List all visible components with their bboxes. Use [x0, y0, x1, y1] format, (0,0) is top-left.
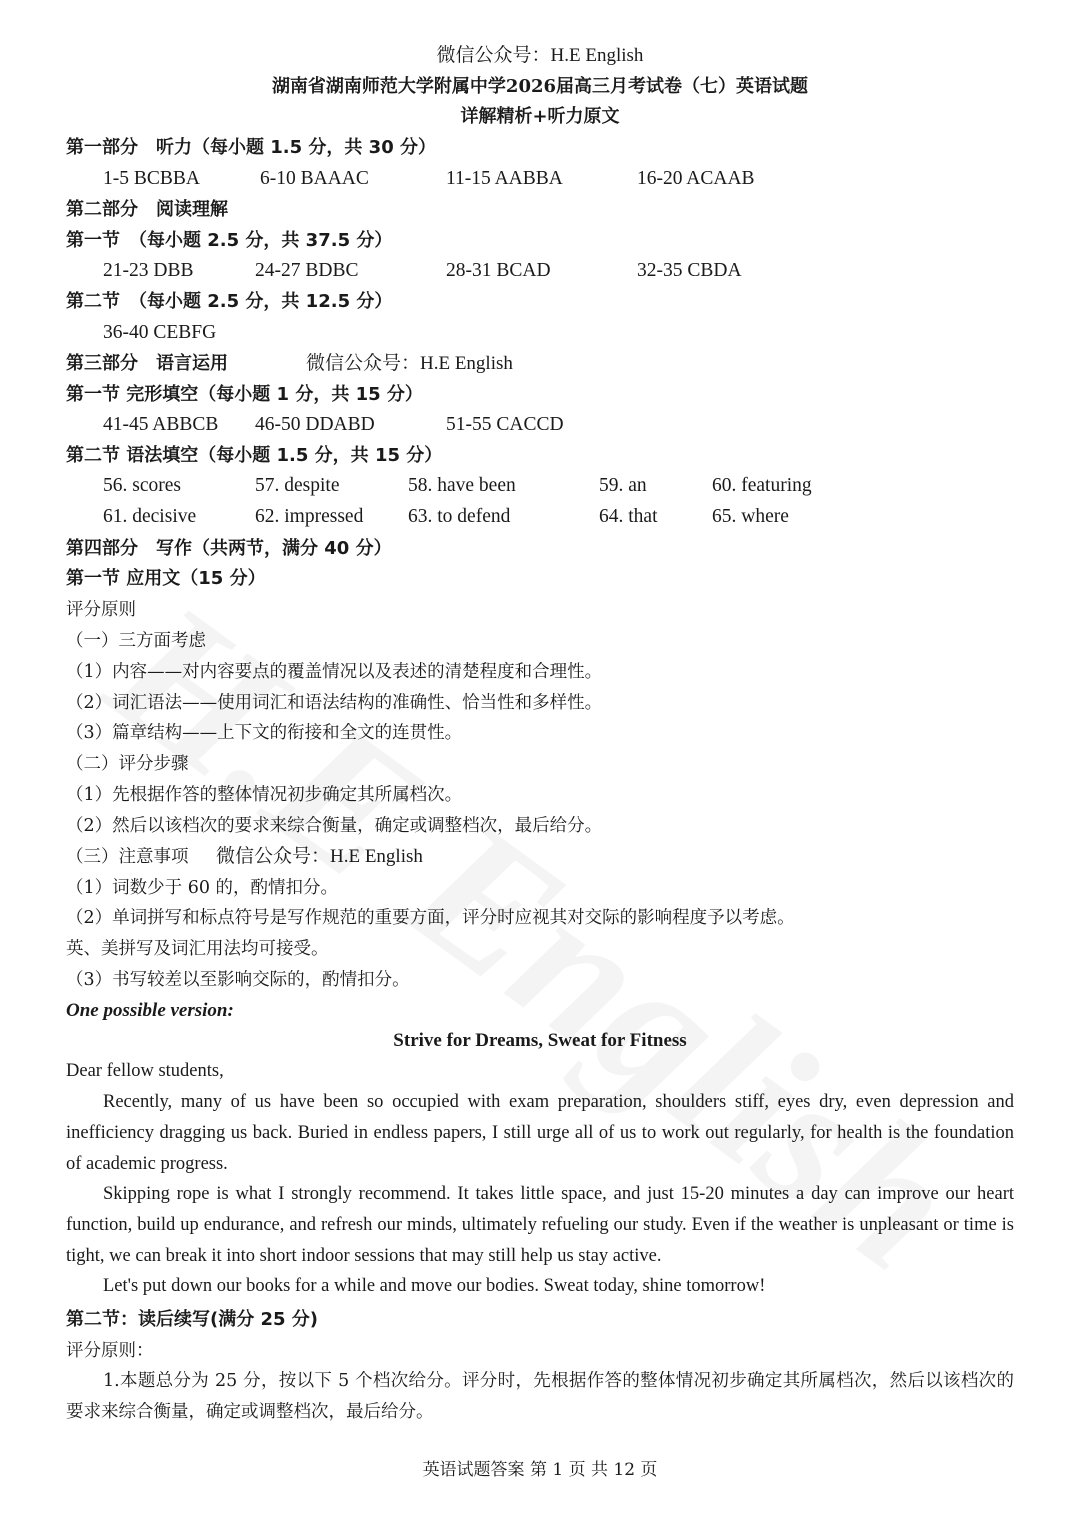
- answer-group: 46-50 DDABD: [255, 414, 375, 435]
- essay-paragraph: Skipping rope is what I strongly recommend. It takes little space, and just 15-20 minutes a day can improve our heart function, build up endurance, and refresh our minds, ultimately refueling our study. Even if the weather is unpleasant or time is tight, we can break it into short indoor sessions that may still help us stay active.: [66, 1184, 1014, 1266]
- essay-paragraph: Recently, many of us have been so occupied with exam preparation, shoulders stiff, eyes dry, even depression and inefficiency dragging us back. Buried in endless papers, I still urge all of us to work out regularly, for health is the foundation of academic progress.: [66, 1092, 1014, 1174]
- part3-heading: 第三部分 语言运用: [66, 353, 228, 374]
- wechat-inline: 微信公众号：H.E English: [216, 846, 423, 867]
- notes-title: （三）注意事项: [66, 847, 189, 867]
- grammar-answer: 58. have been: [408, 475, 516, 496]
- part4-heading: 第四部分 写作（共两节，满分 40 分）: [66, 538, 392, 559]
- part4-section1-heading: 第一节 应用文（15 分）: [66, 568, 266, 589]
- grammar-answer: 65. where: [712, 506, 789, 527]
- grammar-answer: 61. decisive: [103, 506, 197, 527]
- criteria-line: （1）先根据作答的整体情况初步确定其所属档次。: [66, 785, 463, 805]
- grammar-answer: 60. featuring: [712, 475, 812, 496]
- part2-heading: 第二部分 阅读理解: [66, 199, 228, 220]
- note-line: （3）书写较差以至影响交际的，酌情扣分。: [66, 970, 410, 990]
- criteria-title: 评分原则：: [66, 1341, 154, 1361]
- criteria-line: （2）然后以该档次的要求来综合衡量，确定或调整档次，最后给分。: [66, 816, 603, 836]
- note-line: 英、美拼写及词汇用法均可接受。: [66, 939, 329, 959]
- answer-group: 24-27 BDBC: [255, 260, 359, 281]
- wechat-inline: 微信公众号：H.E English: [306, 353, 513, 374]
- page-footer: 英语试题答案 第 1 页 共 12 页: [422, 1460, 658, 1480]
- answer-group: 6-10 BAAAC: [260, 168, 369, 189]
- part1-heading: 第一部分 听力（每小题 1.5 分，共 30 分）: [66, 137, 437, 158]
- answer-group: 1-5 BCBBA: [103, 168, 200, 189]
- essay-title: Strive for Dreams, Sweat for Fitness: [393, 1030, 687, 1051]
- part3-section2-heading: 第二节 语法填空（每小题 1.5 分，共 15 分）: [66, 445, 443, 466]
- grammar-answer: 64. that: [599, 506, 658, 527]
- grammar-answer: 59. an: [599, 475, 647, 496]
- answer-group: 16-20 ACAAB: [637, 168, 755, 189]
- criteria-line: （1）内容——对内容要点的覆盖情况以及表述的清楚程度和合理性。: [66, 662, 603, 682]
- part4-section2-heading: 第二节：读后续写(满分 25 分): [66, 1309, 319, 1330]
- grammar-answer: 63. to defend: [408, 506, 511, 527]
- note-line: （2）单词拼写和标点符号是写作规范的重要方面，评分时应视其对交际的影响程度予以考虑。: [66, 908, 795, 928]
- essay-paragraph: Let's put down our books for a while and move our bodies. Sweat today, shine tomorrow!: [103, 1276, 766, 1296]
- criteria-line: （2）词汇语法——使用词汇和语法结构的准确性、恰当性和多样性。: [66, 693, 603, 713]
- page-title: 湖南省湖南师范大学附属中学2026届高三月考试卷（七）英语试题: [271, 76, 809, 97]
- scoring-paragraph: 1.本题总分为 25 分，按以下 5 个档次给分。评分时，先根据作答的整体情况初步确定其所属档次，然后以该档次的要求来综合衡量，确定或调整档次，最后给分。: [66, 1371, 1014, 1422]
- criteria-line: （3）篇章结构——上下文的衔接和全文的连贯性。: [66, 723, 463, 743]
- answer-group: 28-31 BCAD: [446, 260, 551, 281]
- note-line: （1）词数少于 60 的，酌情扣分。: [66, 878, 339, 898]
- grammar-answer: 56. scores: [103, 475, 181, 496]
- answer-group: 11-15 AABBA: [446, 168, 563, 189]
- criteria-line: （一）三方面考虑: [66, 631, 206, 651]
- sample-label: One possible version:: [66, 1000, 234, 1021]
- answer-group: 36-40 CEBFG: [103, 322, 217, 343]
- answer-group: 32-35 CBDA: [637, 260, 742, 281]
- page-subtitle: 详解精析+听力原文: [460, 106, 620, 127]
- essay-greeting: Dear fellow students,: [66, 1061, 224, 1081]
- answer-group: 51-55 CACCD: [446, 414, 564, 435]
- part2-section1-heading: 第一节 （每小题 2.5 分，共 37.5 分）: [66, 230, 393, 251]
- answer-group: 41-45 ABBCB: [103, 414, 219, 435]
- grammar-answer: 62. impressed: [255, 506, 364, 527]
- criteria-line: （二）评分步骤: [66, 754, 189, 774]
- criteria-title: 评分原则: [66, 600, 136, 620]
- grammar-answer: 57. despite: [255, 475, 340, 496]
- wechat-header: 微信公众号：H.E English: [436, 45, 644, 66]
- answer-group: 21-23 DBB: [103, 260, 194, 281]
- part2-section2-heading: 第二节 （每小题 2.5 分，共 12.5 分）: [66, 291, 393, 312]
- part3-section1-heading: 第一节 完形填空（每小题 1 分，共 15 分）: [66, 384, 423, 405]
